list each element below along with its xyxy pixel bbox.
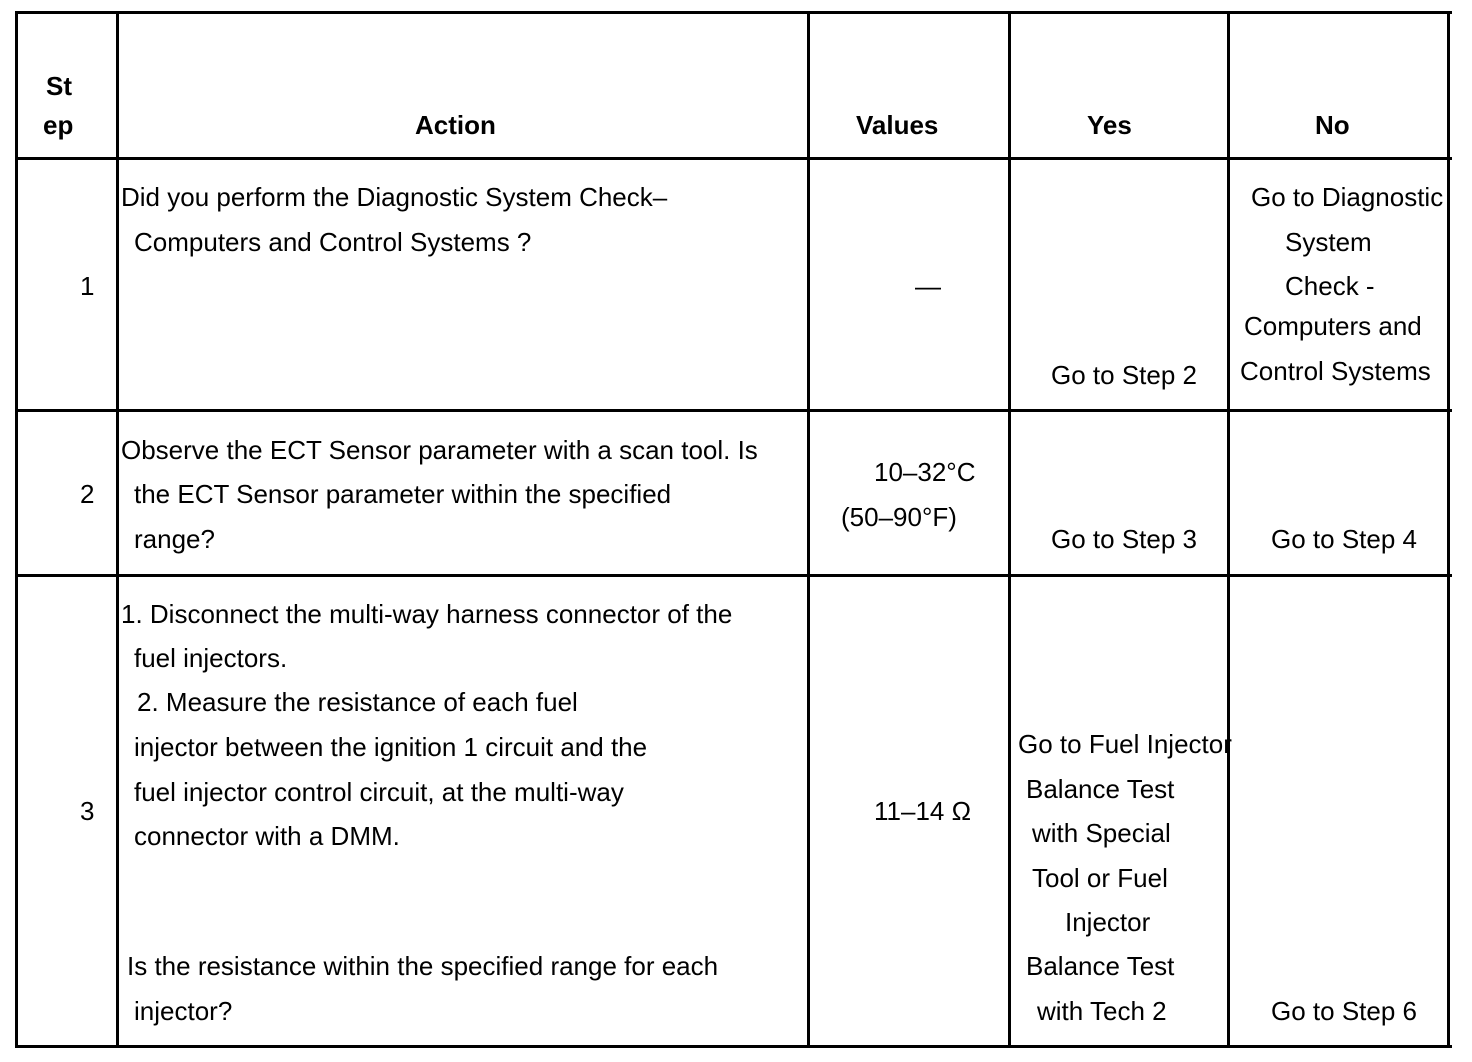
action-text-line: fuel injectors. [134, 643, 288, 673]
table-border-left [15, 11, 18, 1048]
column-divider-step [116, 11, 119, 1048]
no-text-line: Check - [1285, 271, 1375, 301]
header-values: Values [856, 110, 939, 140]
yes-text-line: Go to Step 3 [1051, 524, 1197, 554]
yes-text-line: with Tech 2 [1037, 996, 1167, 1026]
no-text-line: Go to Step 6 [1271, 996, 1417, 1026]
table-border-right [1447, 11, 1450, 1048]
yes-text-line: Injector [1065, 907, 1151, 937]
no-text-line: Go to Diagnostic [1251, 182, 1444, 212]
table-border-top [15, 11, 1452, 14]
step-number: 3 [80, 796, 95, 826]
column-divider-yes [1227, 11, 1230, 1048]
step-number: 2 [80, 479, 95, 509]
header-divider [15, 157, 1452, 160]
header-action: Action [415, 110, 496, 140]
yes-text-line: Go to Fuel Injector [1018, 729, 1232, 759]
table-border-bottom [15, 1045, 1452, 1048]
value-text: (50–90°F) [841, 502, 957, 532]
column-divider-action [807, 11, 810, 1048]
value-text: — [915, 271, 941, 301]
action-text-line: range? [134, 524, 215, 554]
action-text-line: Observe the ECT Sensor parameter with a scan tool. Is [121, 435, 758, 465]
header-yes: Yes [1087, 110, 1132, 140]
header-no: No [1315, 110, 1350, 140]
no-text-line: System [1285, 227, 1372, 257]
no-text-line: Computers and [1244, 311, 1422, 341]
action-text-line: fuel injector control circuit, at the multi-way [134, 777, 624, 807]
action-text-line: 1. Disconnect the multi-way harness connector of the [121, 599, 733, 629]
action-text-line: injector? [134, 996, 233, 1026]
step-number: 1 [80, 271, 95, 301]
no-text-line: Control Systems [1240, 356, 1431, 386]
yes-text-line: Tool or Fuel [1032, 863, 1168, 893]
action-text-line: injector between the ignition 1 circuit and the [134, 732, 648, 762]
yes-text-line: Go to Step 2 [1051, 360, 1197, 390]
action-text-line: Did you perform the Diagnostic System Check– [121, 182, 668, 212]
action-text-line: Computers and Control Systems ? [134, 227, 532, 257]
action-text-line: the ECT Sensor parameter within the specified [134, 479, 672, 509]
row-divider-2 [15, 574, 1452, 577]
header-step-line1: St [46, 71, 72, 101]
yes-text-line: with Special [1032, 818, 1171, 848]
header-step-line2: ep [43, 110, 74, 140]
action-text-line: 2. Measure the resistance of each fuel [137, 687, 578, 717]
action-text-line: connector with a DMM. [134, 821, 400, 851]
no-text-line: Go to Step 4 [1271, 524, 1417, 554]
value-text: 10–32°C [874, 457, 976, 487]
value-text: 11–14 Ω [874, 796, 972, 826]
action-text-line: Is the resistance within the specified range for each [127, 951, 719, 981]
yes-text-line: Balance Test [1026, 951, 1175, 981]
column-divider-values [1008, 11, 1011, 1048]
yes-text-line: Balance Test [1026, 774, 1175, 804]
row-divider-1 [15, 409, 1452, 412]
